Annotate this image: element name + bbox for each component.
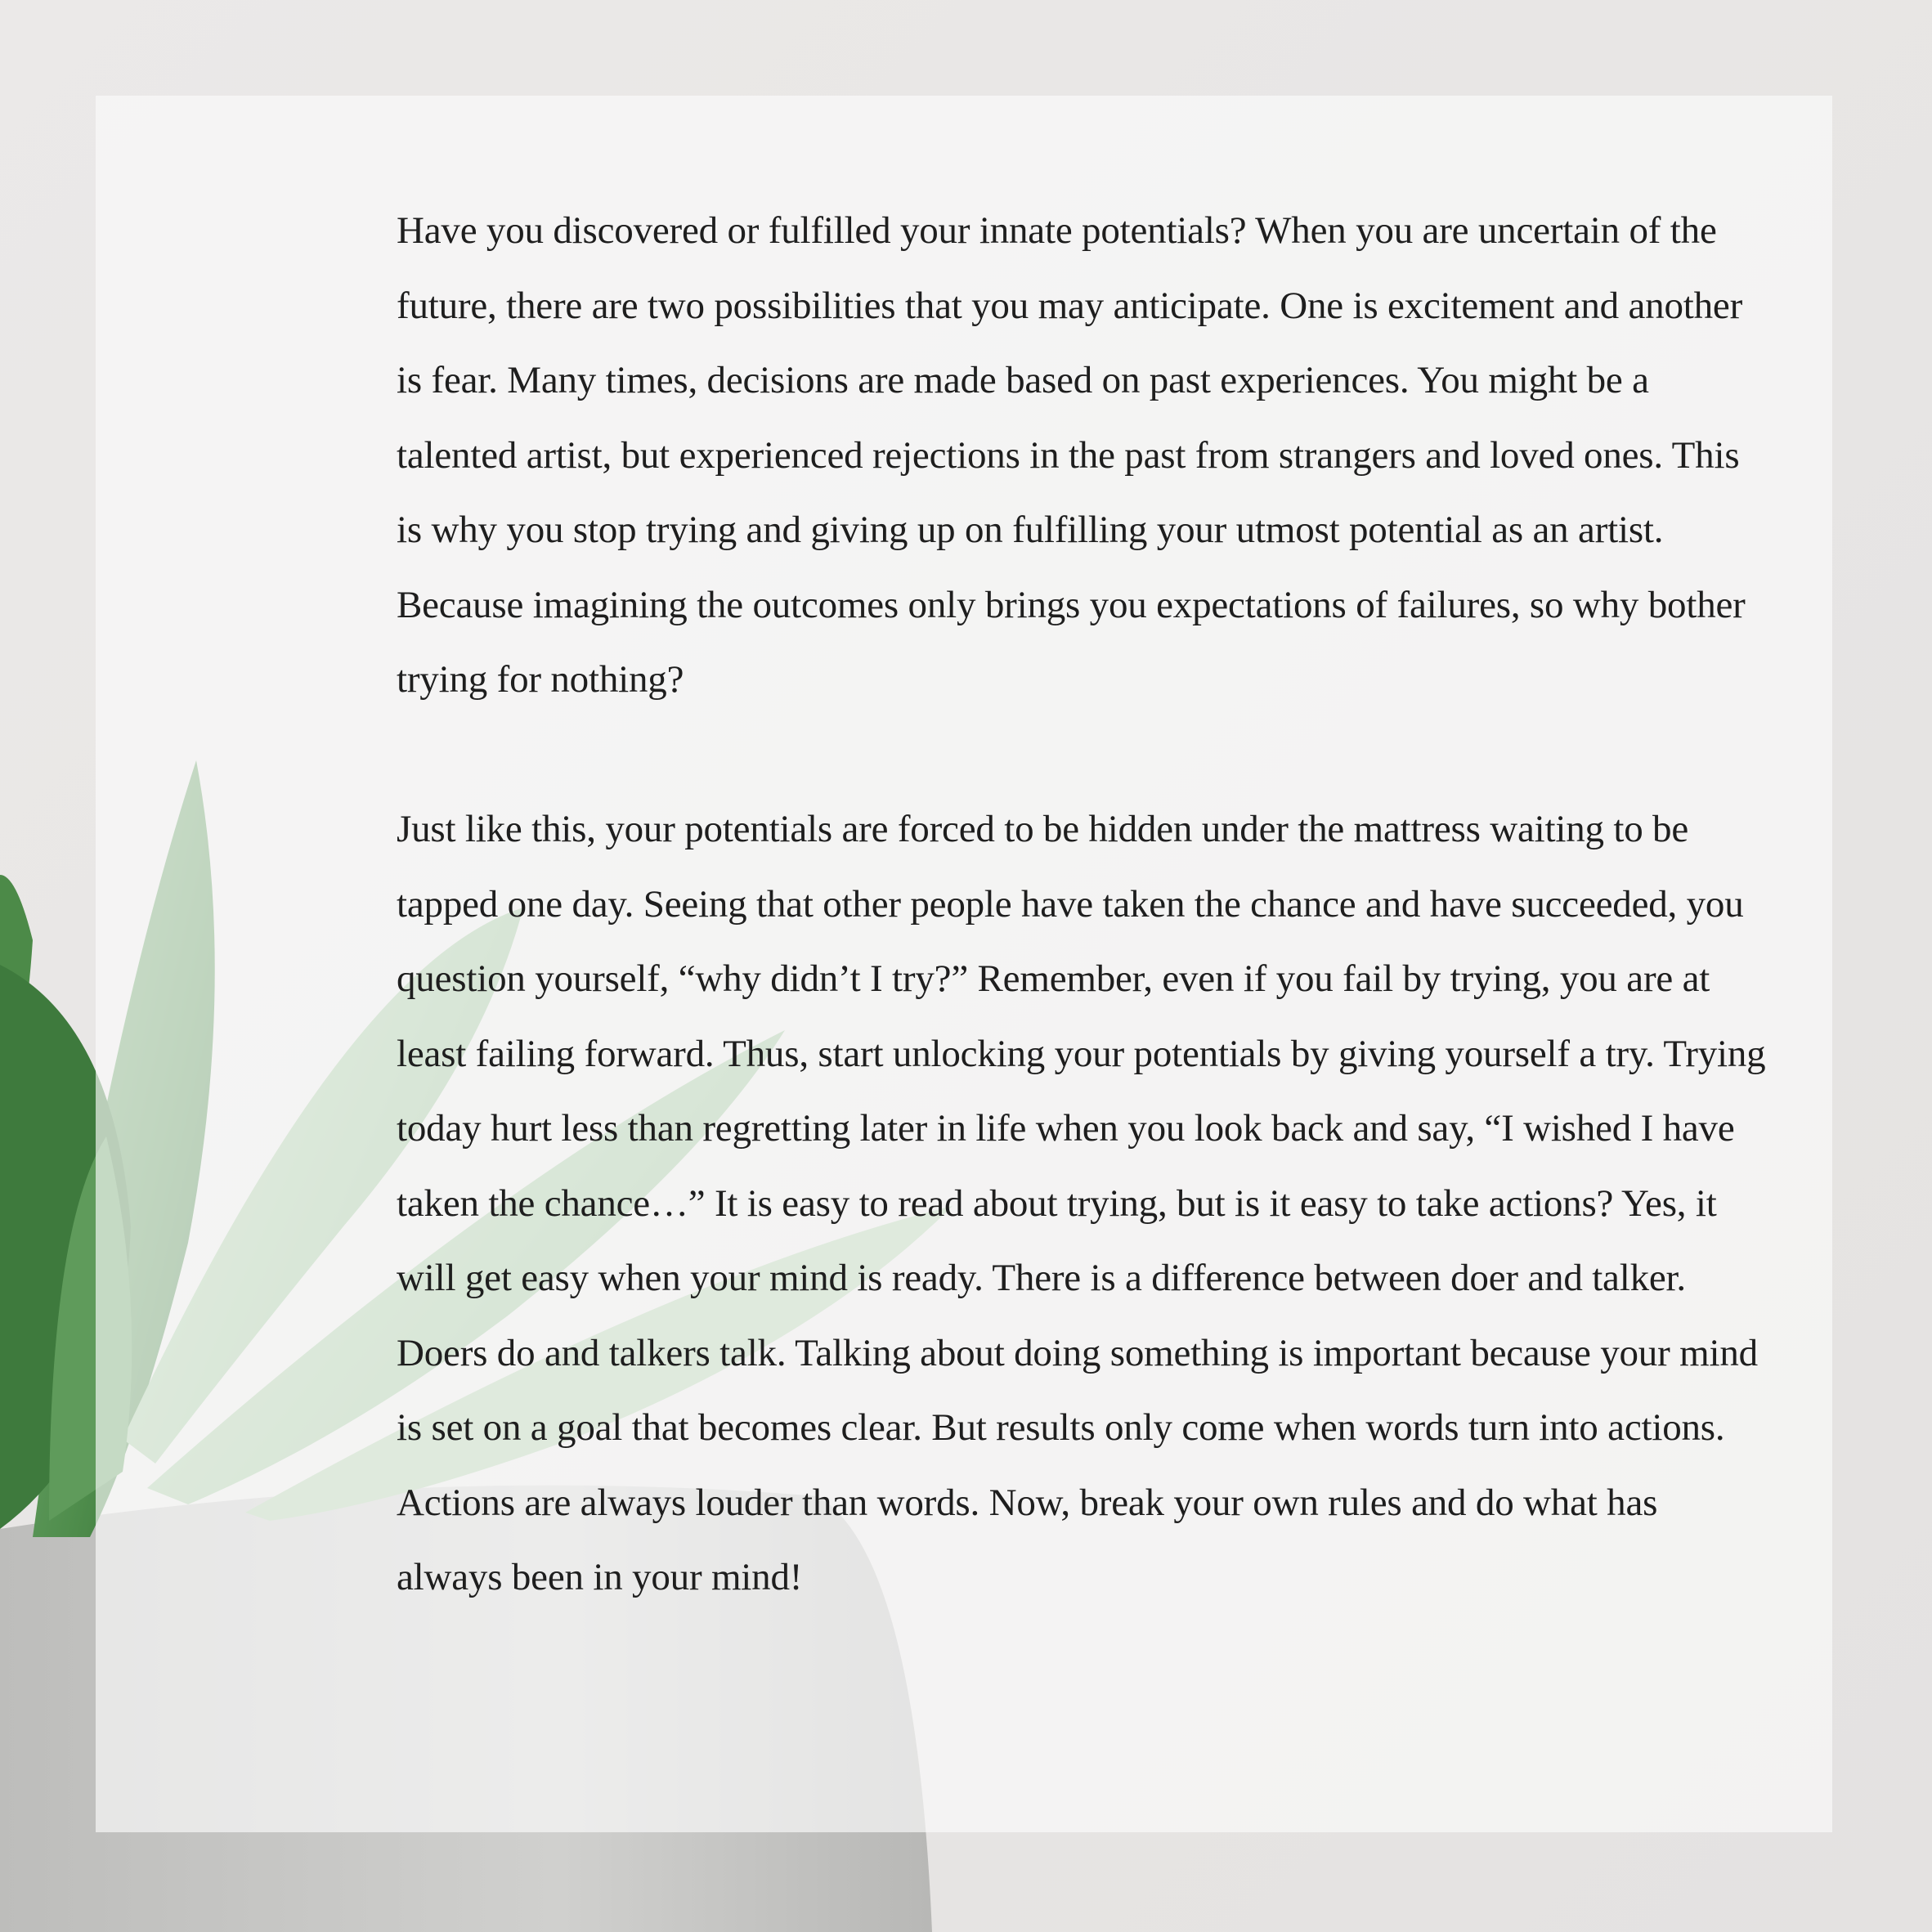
- article-body: [397, 194, 1770, 1690]
- paragraph-1: Have you discovered or fulfilled your innate potentials? When you are uncertain of the future, there are two possibilities that you may anticipate. One is excitement and another is fear. Many times, decisions are made based on past experiences. You might be a talented artist, but experienced rejections in the past from strangers and loved ones. This is why you stop trying and giving up on fulfilling your utmost potential as an artist. Because imagining the outcomes only brings you expectations of failures, so why bother trying for nothing?: [397, 209, 1746, 701]
- paragraph-2: Just like this, your potentials are forced to be hidden under the mattress waiting to be tapped one day. Seeing that other people have taken the chance and have succeeded, you question yourself, “why didn’t I try?” Remember, even if you fail by trying, you are at least failing forward. Thus, start unlocking your potentials by giving yourself a try. Trying today hurt less than regretting later in life when you look back and say, “I wished I have taken the chance…” It is easy to read about trying, but is it easy to take actions? Yes, it will get easy when your mind is ready. There is a difference between doer and talker. Doers do and talkers talk. Talking about doing something is important because your mind is set on a goal that becomes clear. But results only come when words turn into actions. Actions are always louder than words. Now, break your own rules and do what has always been in your mind!: [397, 808, 1766, 1598]
- text-panel: [96, 96, 1832, 1832]
